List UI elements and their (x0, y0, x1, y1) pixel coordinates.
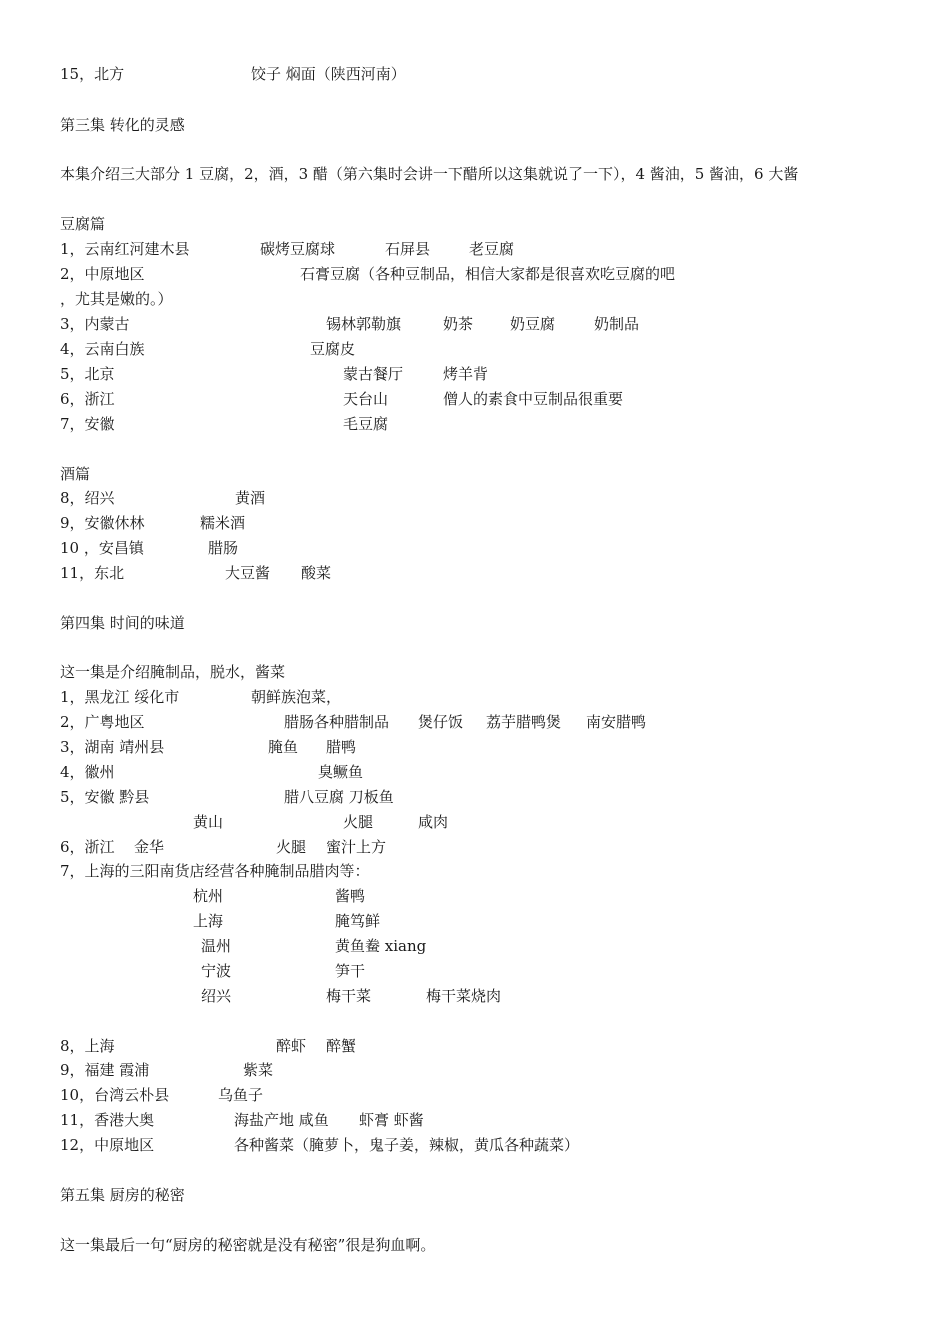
list-item: 臭鳜鱼 (318, 763, 364, 781)
list-item: 腊鸭 (326, 738, 357, 756)
list-item: 1，云南红河建木县 (60, 240, 190, 258)
list-item: 4，徽州 (60, 763, 115, 781)
list-item: 黄酒 (235, 489, 266, 507)
text-line: 本集介绍三大部分 1 豆腐，2，酒，3 醋（第六集时会讲一下醋所以这集就说了一下），4 酱油，5 酱油，6 大酱 (60, 165, 799, 183)
list-item: 酸菜 (301, 564, 332, 582)
episode-heading: 第三集 转化的灵感 (60, 116, 185, 134)
list-item: 南安腊鸭 (586, 713, 647, 731)
list-item: 朝鲜族泡菜， (251, 688, 342, 706)
list-item: 醉蟹 (326, 1037, 357, 1055)
list-item: 杭州 (193, 887, 224, 905)
list-item: 石屏县 (385, 240, 431, 258)
section-heading: 酒篇 (60, 465, 91, 483)
list-item: 梅干菜 (326, 987, 372, 1005)
list-item: 3，湖南 靖州县 (60, 738, 165, 756)
list-item: 各种酱菜（腌萝卜，鬼子姜，辣椒，黄瓜各种蔬菜） (234, 1136, 580, 1154)
list-item: 虾膏 虾酱 (359, 1111, 424, 1129)
list-item: 5，北京 (60, 365, 115, 383)
list-item: 6，浙江 (60, 390, 115, 408)
list-item: 蜜汁上方 (326, 838, 387, 856)
list-item: 7，安徽 (60, 415, 115, 433)
list-item: 石膏豆腐（各种豆制品，相信大家都是很喜欢吃豆腐的吧 (300, 265, 676, 283)
list-item: 奶豆腐 (510, 315, 556, 333)
list-item: 11，东北 (60, 564, 125, 582)
list-item: 4，云南白族 (60, 340, 145, 358)
list-item: 毛豆腐 (343, 415, 389, 433)
list-item: 豆腐皮 (310, 340, 356, 358)
list-item: 烤羊背 (443, 365, 489, 383)
list-item: 腌鱼 (268, 738, 299, 756)
list-item: 梅干菜烧肉 (426, 987, 502, 1005)
list-item: 腊肠各种腊制品 (284, 713, 390, 731)
list-item: 腌笃鲜 (335, 912, 381, 930)
list-item: 9，安徽休林 (60, 514, 145, 532)
text-line: 这一集最后一句“厨房的秘密就是没有秘密”很是狗血啊。 (60, 1236, 436, 1254)
list-item: 3，内蒙古 (60, 315, 130, 333)
text-line: 饺子 焖面（陕西河南） (251, 65, 406, 83)
list-item: 2，中原地区 (60, 265, 145, 283)
text-line: 15，北方 (60, 65, 125, 83)
list-item: 10，台湾云朴县 (60, 1086, 170, 1104)
list-item: 7，上海的三阳南货店经营各种腌制品腊肉等： (60, 862, 370, 880)
list-item: 锡林郭勒旗 (326, 315, 402, 333)
list-item: 9，福建 霞浦 (60, 1061, 150, 1079)
list-item: 奶茶 (443, 315, 474, 333)
list-item: 黄山 (193, 813, 224, 831)
list-item: 2，广粤地区 (60, 713, 145, 731)
list-item: 火腿 (343, 813, 374, 831)
list-item: 醉虾 (276, 1037, 307, 1055)
list-item: 宁波 (201, 962, 232, 980)
text-line: 这一集是介绍腌制品，脱水，酱菜 (60, 663, 286, 681)
list-item: 蒙古餐厅 (343, 365, 404, 383)
list-item: 8，上海 (60, 1037, 115, 1055)
list-item: 腊八豆腐 刀板鱼 (284, 788, 394, 806)
episode-heading: 第四集 时间的味道 (60, 614, 185, 632)
list-item: 乌鱼子 (218, 1086, 264, 1104)
list-item: 10 ，安昌镇 (60, 539, 144, 557)
section-heading: 豆腐篇 (60, 215, 106, 233)
list-item: 奶制品 (594, 315, 640, 333)
list-item: 僧人的素食中豆制品很重要 (443, 390, 624, 408)
list-item: 荔芋腊鸭煲 (486, 713, 562, 731)
list-item: 温州 (201, 937, 232, 955)
list-item: 6，浙江 (60, 838, 115, 856)
list-item: 大豆酱 (225, 564, 271, 582)
list-item: 1，黑龙江 绥化市 (60, 688, 180, 706)
list-item: 酱鸭 (335, 887, 366, 905)
list-item: 咸肉 (418, 813, 449, 831)
list-item: 海盐产地 咸鱼 (234, 1111, 329, 1129)
list-item: 11，香港大奥 (60, 1111, 155, 1129)
list-item: ，尤其是嫩的。） (60, 290, 173, 308)
list-item: 糯米酒 (200, 514, 246, 532)
list-item: 腊肠 (208, 539, 239, 557)
list-item: 碳烤豆腐球 (260, 240, 336, 258)
list-item: 上海 (193, 912, 224, 930)
list-item: 煲仔饭 (418, 713, 464, 731)
list-item: 火腿 (276, 838, 307, 856)
list-item: 紫菜 (243, 1061, 274, 1079)
list-item: 黄鱼鲞 xiang (335, 937, 427, 955)
list-item: 笋干 (335, 962, 366, 980)
episode-heading: 第五集 厨房的秘密 (60, 1186, 185, 1204)
list-item: 金华 (134, 838, 165, 856)
list-item: 8，绍兴 (60, 489, 115, 507)
list-item: 老豆腐 (469, 240, 515, 258)
list-item: 绍兴 (201, 987, 232, 1005)
list-item: 5，安徽 黔县 (60, 788, 150, 806)
list-item: 天台山 (343, 390, 389, 408)
list-item: 12，中原地区 (60, 1136, 155, 1154)
